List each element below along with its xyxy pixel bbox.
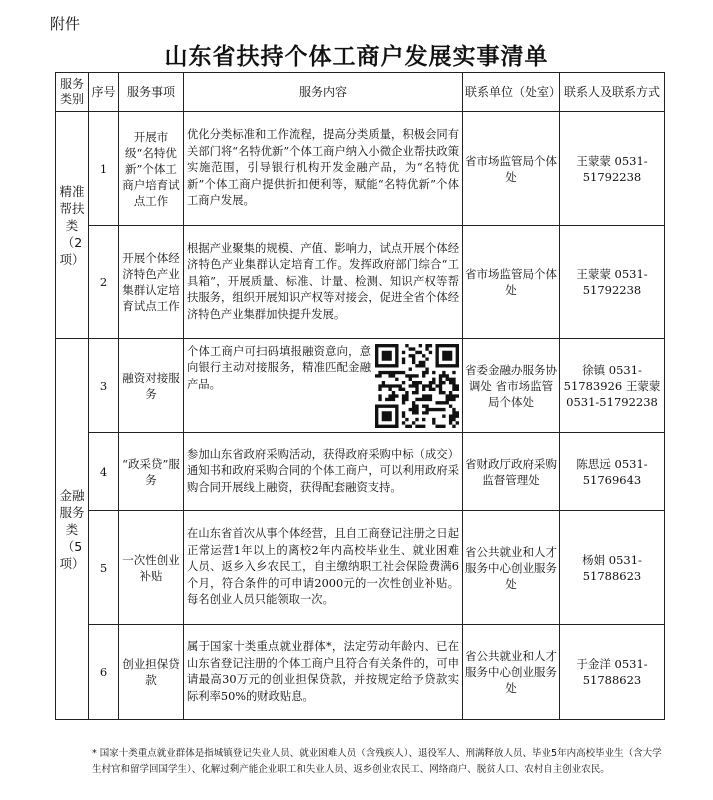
- contact-unit: 省财政厅政府采购监督管理处: [463, 433, 560, 511]
- service-content: 在山东省首次从事个体经营，且自工商登记注册之日起正常运营1年以上的离校2年内高校毕业生、就业困难人员、返乡入乡农民工，自主缴纳职工社会保险费满6个月，符合条件的可申请2000元的一次性创业补贴。每名创业人员只能领取一次。: [184, 511, 463, 625]
- table-row: [56, 433, 665, 511]
- header-no: 序号: [89, 73, 119, 112]
- contact-person: 于金洋 0531-51788623: [560, 625, 665, 720]
- table-row: [56, 511, 665, 625]
- row-number: 1: [89, 112, 119, 226]
- contact-person: 王蒙蒙 0531-51792238: [560, 226, 665, 339]
- contact-unit: 省委金融办服务协调处 省市场监管局个体处: [463, 339, 560, 433]
- contact-unit: 省公共就业和人才服务中心创业服务处: [463, 625, 560, 720]
- table-row: [56, 226, 665, 339]
- category-cell: 金融服务类（5项）: [56, 339, 89, 720]
- service-item: 开展个体经济特色产业集群认定培育试点工作: [119, 226, 184, 339]
- service-item: “政采贷”服务: [119, 433, 184, 511]
- service-content: 根据产业聚集的规模、产值、影响力，试点开展个体经济特色产业集群认定培育工作。发挥政府部门综合“工具箱”，开展质量、标准、计量、检测、知识产权等帮扶服务，组织开展知识产权等对接会，促进全省个体经济特色产业集群加快提升发展。: [184, 226, 463, 339]
- table-row: [56, 339, 665, 433]
- header-unit: 联系单位（处室）: [463, 73, 560, 112]
- row-number: 3: [89, 339, 119, 433]
- contact-person: 陈思远 0531-51769643: [560, 433, 665, 511]
- row-number: 4: [89, 433, 119, 511]
- header-item: 服务事项: [119, 73, 184, 112]
- service-item: 融资对接服务: [119, 339, 184, 433]
- row-number: 5: [89, 511, 119, 625]
- contact-unit: 省市场监管局个体处: [463, 112, 560, 226]
- service-content-cell: [184, 339, 463, 433]
- contact-unit: 省公共就业和人才服务中心创业服务处: [463, 511, 560, 625]
- service-content: 优化分类标准和工作流程，提高分类质量，积极会同有关部门将“名特优新”个体工商户纳入小微企业帮扶政策实施范围，引导银行机构开发金融产品，为“名特优新”个体工商户提供折扣便利等，赋能“名特优新”个体工商户发展。: [184, 112, 463, 226]
- service-content: 参加山东省政府采购活动，获得政府采购中标（成交）通知书和政府采购合同的个体工商户，可以利用政府采购合同开展线上融资，获得配套融资支持。: [184, 433, 463, 511]
- row-number: 2: [89, 226, 119, 339]
- service-content: 属于国家十类重点就业群体*，法定劳动年龄内、已在山东省登记注册的个体工商户且符合有关条件的，可申请最高30万元的创业担保贷款，并按规定给予贷款实际利率50%的财政贴息。: [184, 625, 463, 720]
- service-content: 个体工商户可扫码填报融资意向，意向银行主动对接服务，精准匹配金融产品。: [187, 344, 371, 391]
- contact-person: 徐镇 0531-51783926 王蒙蒙 0531-51792238: [560, 339, 665, 433]
- attachment-label: 附件: [50, 15, 81, 33]
- category-cell: 精准帮扶类（2项）: [56, 112, 89, 339]
- table-row: [56, 625, 665, 720]
- page-title: 山东省扶持个体工商户发展实事清单: [164, 44, 549, 70]
- service-item: 创业担保贷款: [119, 625, 184, 720]
- service-item: 一次性创业补贴: [119, 511, 184, 625]
- row-number: 6: [89, 625, 119, 720]
- header-contact: 联系人及联系方式: [560, 73, 665, 112]
- contact-unit: 省市场监管局个体处: [463, 226, 560, 339]
- footnote: * 国家十类重点就业群体是指城镇登记失业人员、就业困难人员（含残疾人）、退役军人、刑满释放人员、毕业5年内高校毕业生（含大学生村官和留学回国学生）、化解过剩产能企业职工和失业人员、返乡创业农民工、网络商户、脱贫人口、农村自主创业农民。: [92, 748, 662, 775]
- qr-code-icon[interactable]: [375, 344, 459, 428]
- service-item: 开展市级“名特优新”个体工商户培育试点工作: [119, 112, 184, 226]
- contact-person: 王蒙蒙 0531-51792238: [560, 112, 665, 226]
- service-table: [55, 72, 665, 720]
- contact-person: 杨娟 0531-51788623: [560, 511, 665, 625]
- header-content: 服务内容: [184, 73, 463, 112]
- header-category: 服务类别: [56, 73, 89, 112]
- table-header-row: [56, 73, 665, 112]
- table-row: [56, 112, 665, 226]
